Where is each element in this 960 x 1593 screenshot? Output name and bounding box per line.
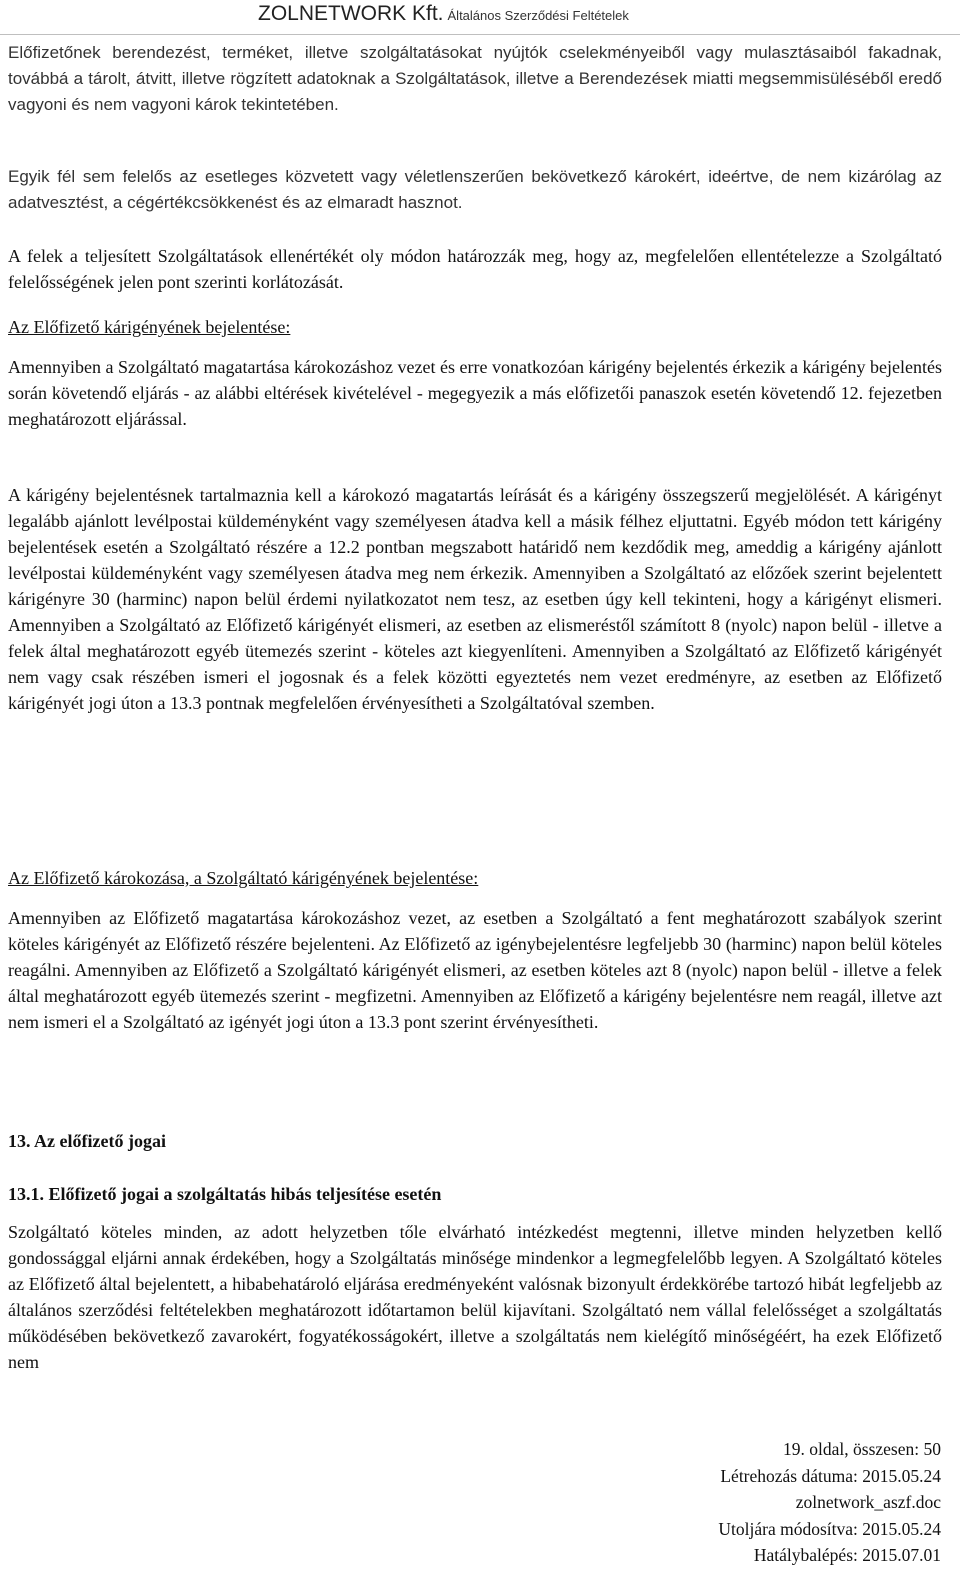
paragraph-indirect-damages: Egyik fél sem felelős az esetleges közvetett vagy véletlenszerűen bekövetkező károkért, ideértve, de nem kizárólag az adatvesztést, a cégértékcsökkenést és az elmaradt hasznot. <box>8 167 942 212</box>
paragraph-provider-claim-procedure: Amennyiben az Előfizető magatartása károkozáshoz vezet, az esetben a Szolgáltató a fent meghatározott szabályok szerint köteles kárigényét az Előfizető részére bejelenteni. Az Előfizető az igénybejelentésre legfeljebb 30 (harminc) napon belül köteles reagálni. Amennyiben az Előfizető a Szolgáltató kárigényét elismeri, az esetben köteles azt 8 (nyolc) napon belül - illetve a felek által meghatározott egyéb ütemezés szerint - megfizetni. Amennyiben az Előfizető a kárigény bejelentésre nem reagál, illetve azt nem ismeri el a Szolgáltató az igényét jogi úton a 13.3 pont szerint érvényesítheti. <box>8 908 942 1032</box>
heading-provider-claim: Az Előfizető károkozása, a Szolgáltató kárigényének bejelentése: <box>8 868 479 888</box>
heading-subscriber-claim: Az Előfizető kárigényének bejelentése: <box>8 317 291 337</box>
paragraph-claim-contents: A kárigény bejelentésnek tartalmaznia kell a károkozó magatartás leírását és a kárigény összegszerű megjelölését. A kárigényt legalább ajánlott levélpostai küldeményként vagy személyesen átadva kell a másik félhez eljuttatni. Egyéb módon tett kárigény bejelentések esetén a Szolgáltató részére a 12.2 pontban megszabott határidő nem kezdődik meg, ameddig a kárigény ajánlott levélpostai küldeményként vagy személyesen átadva meg nem érkezik. Amennyiben a Szolgáltató az előzőek szerint bejelentett kárigényre 30 (harminc) napon belül érdemi nyilatkozatot nem tesz, az esetben úgy kell tekinteni, hogy a kárigényt elismeri. Amennyiben a Szolgáltató az Előfizető kárigényét elismeri, az esetben az elismeréstől számított 8 (nyolc) napon belül - illetve a felek által meghatározott egyéb ütemezés szerint - köteles azt kiegyenlíteni. Amennyiben a Szolgáltató az Előfizető kárigényét nem vagy csak részében ismeri el jogosnak és a felek közötti egyeztetés nem vezet eredményre, az esetben az Előfizető kárigényét jogi úton a 13.3 pontnak megfelelően érvényesítheti a Szolgáltatóval szemben. <box>8 485 942 713</box>
page-footer <box>718 1436 941 1569</box>
footer-modified-date: Utoljára módosítva: 2015.05.24 <box>718 1518 941 1539</box>
header-company: ZOLNETWORK Kft. <box>258 2 444 25</box>
footer-filename: zolnetwork_aszf.doc <box>795 1492 941 1512</box>
paragraph-liability-scope: Előfizetőnek berendezést, terméket, illetve szolgáltatásokat nyújtók cselekményeiből vagy mulasztásaiból fakadnak, továbbá a tárolt, átvitt, illetve rögzített adatoknak a Szolgáltatások, illetve a Berendezések miatti megsemmisüléséből eredő vagyoni és nem vagyoni károk tekintetében. <box>8 43 942 114</box>
header-document-title: Általános Szerződési Feltételek <box>447 8 629 23</box>
paragraph-defective-performance: Szolgáltató köteles minden, az adott helyzetben tőle elvárható intézkedést megtenni, illetve minden helyzetben kellő gondossággal eljárni annak érdekében, hogy a Szolgáltatás minősége mindenkor a legmegfelelőbb legyen. A Szolgáltató köteles az Előfizető által bejelentett, a hibabehatároló eljárása eredményeként valósnak bizonyult érdekkörébe tartozó hibát legfeljebb az általános szerződési feltételekben meghatározott időtartamon belül kijavítani. Szolgáltató nem vállal felelősséget a szolgáltatás működésében bekövetkező zavarokért, fogyatékosságokért, illetve a szolgáltatás nem kielégítő minőségéért, ha ezek Előfizető nem <box>8 1222 942 1372</box>
section-heading-13: 13. Az előfizető jogai <box>8 1131 166 1151</box>
section-heading-13-1: 13.1. Előfizető jogai a szolgáltatás hibás teljesítése esetén <box>8 1184 442 1204</box>
paragraph-consideration: A felek a teljesített Szolgáltatások ellenértékét oly módon határozzák meg, hogy az, megfelelően ellentételezze a Szolgáltató felelősségének jelen pont szerinti korlátozását. <box>8 246 942 292</box>
footer-page-number: 19. oldal, összesen: 50 <box>783 1439 941 1459</box>
footer-created-date: Létrehozás dátuma: 2015.05.24 <box>720 1465 941 1486</box>
header-divider <box>0 34 960 35</box>
page-header <box>258 2 629 26</box>
footer-effective-date: Hatálybalépés: 2015.07.01 <box>753 1545 941 1565</box>
paragraph-claim-procedure: Amennyiben a Szolgáltató magatartása károkozáshoz vezet és erre vonatkozóan kárigény bejelentés érkezik a kárigény bejelentés során követendő eljárás - az alábbi eltérések kivételével - megegyezik a más előfizetői panaszok esetén követendő 12. fejezetben meghatározott eljárással. <box>8 357 942 429</box>
